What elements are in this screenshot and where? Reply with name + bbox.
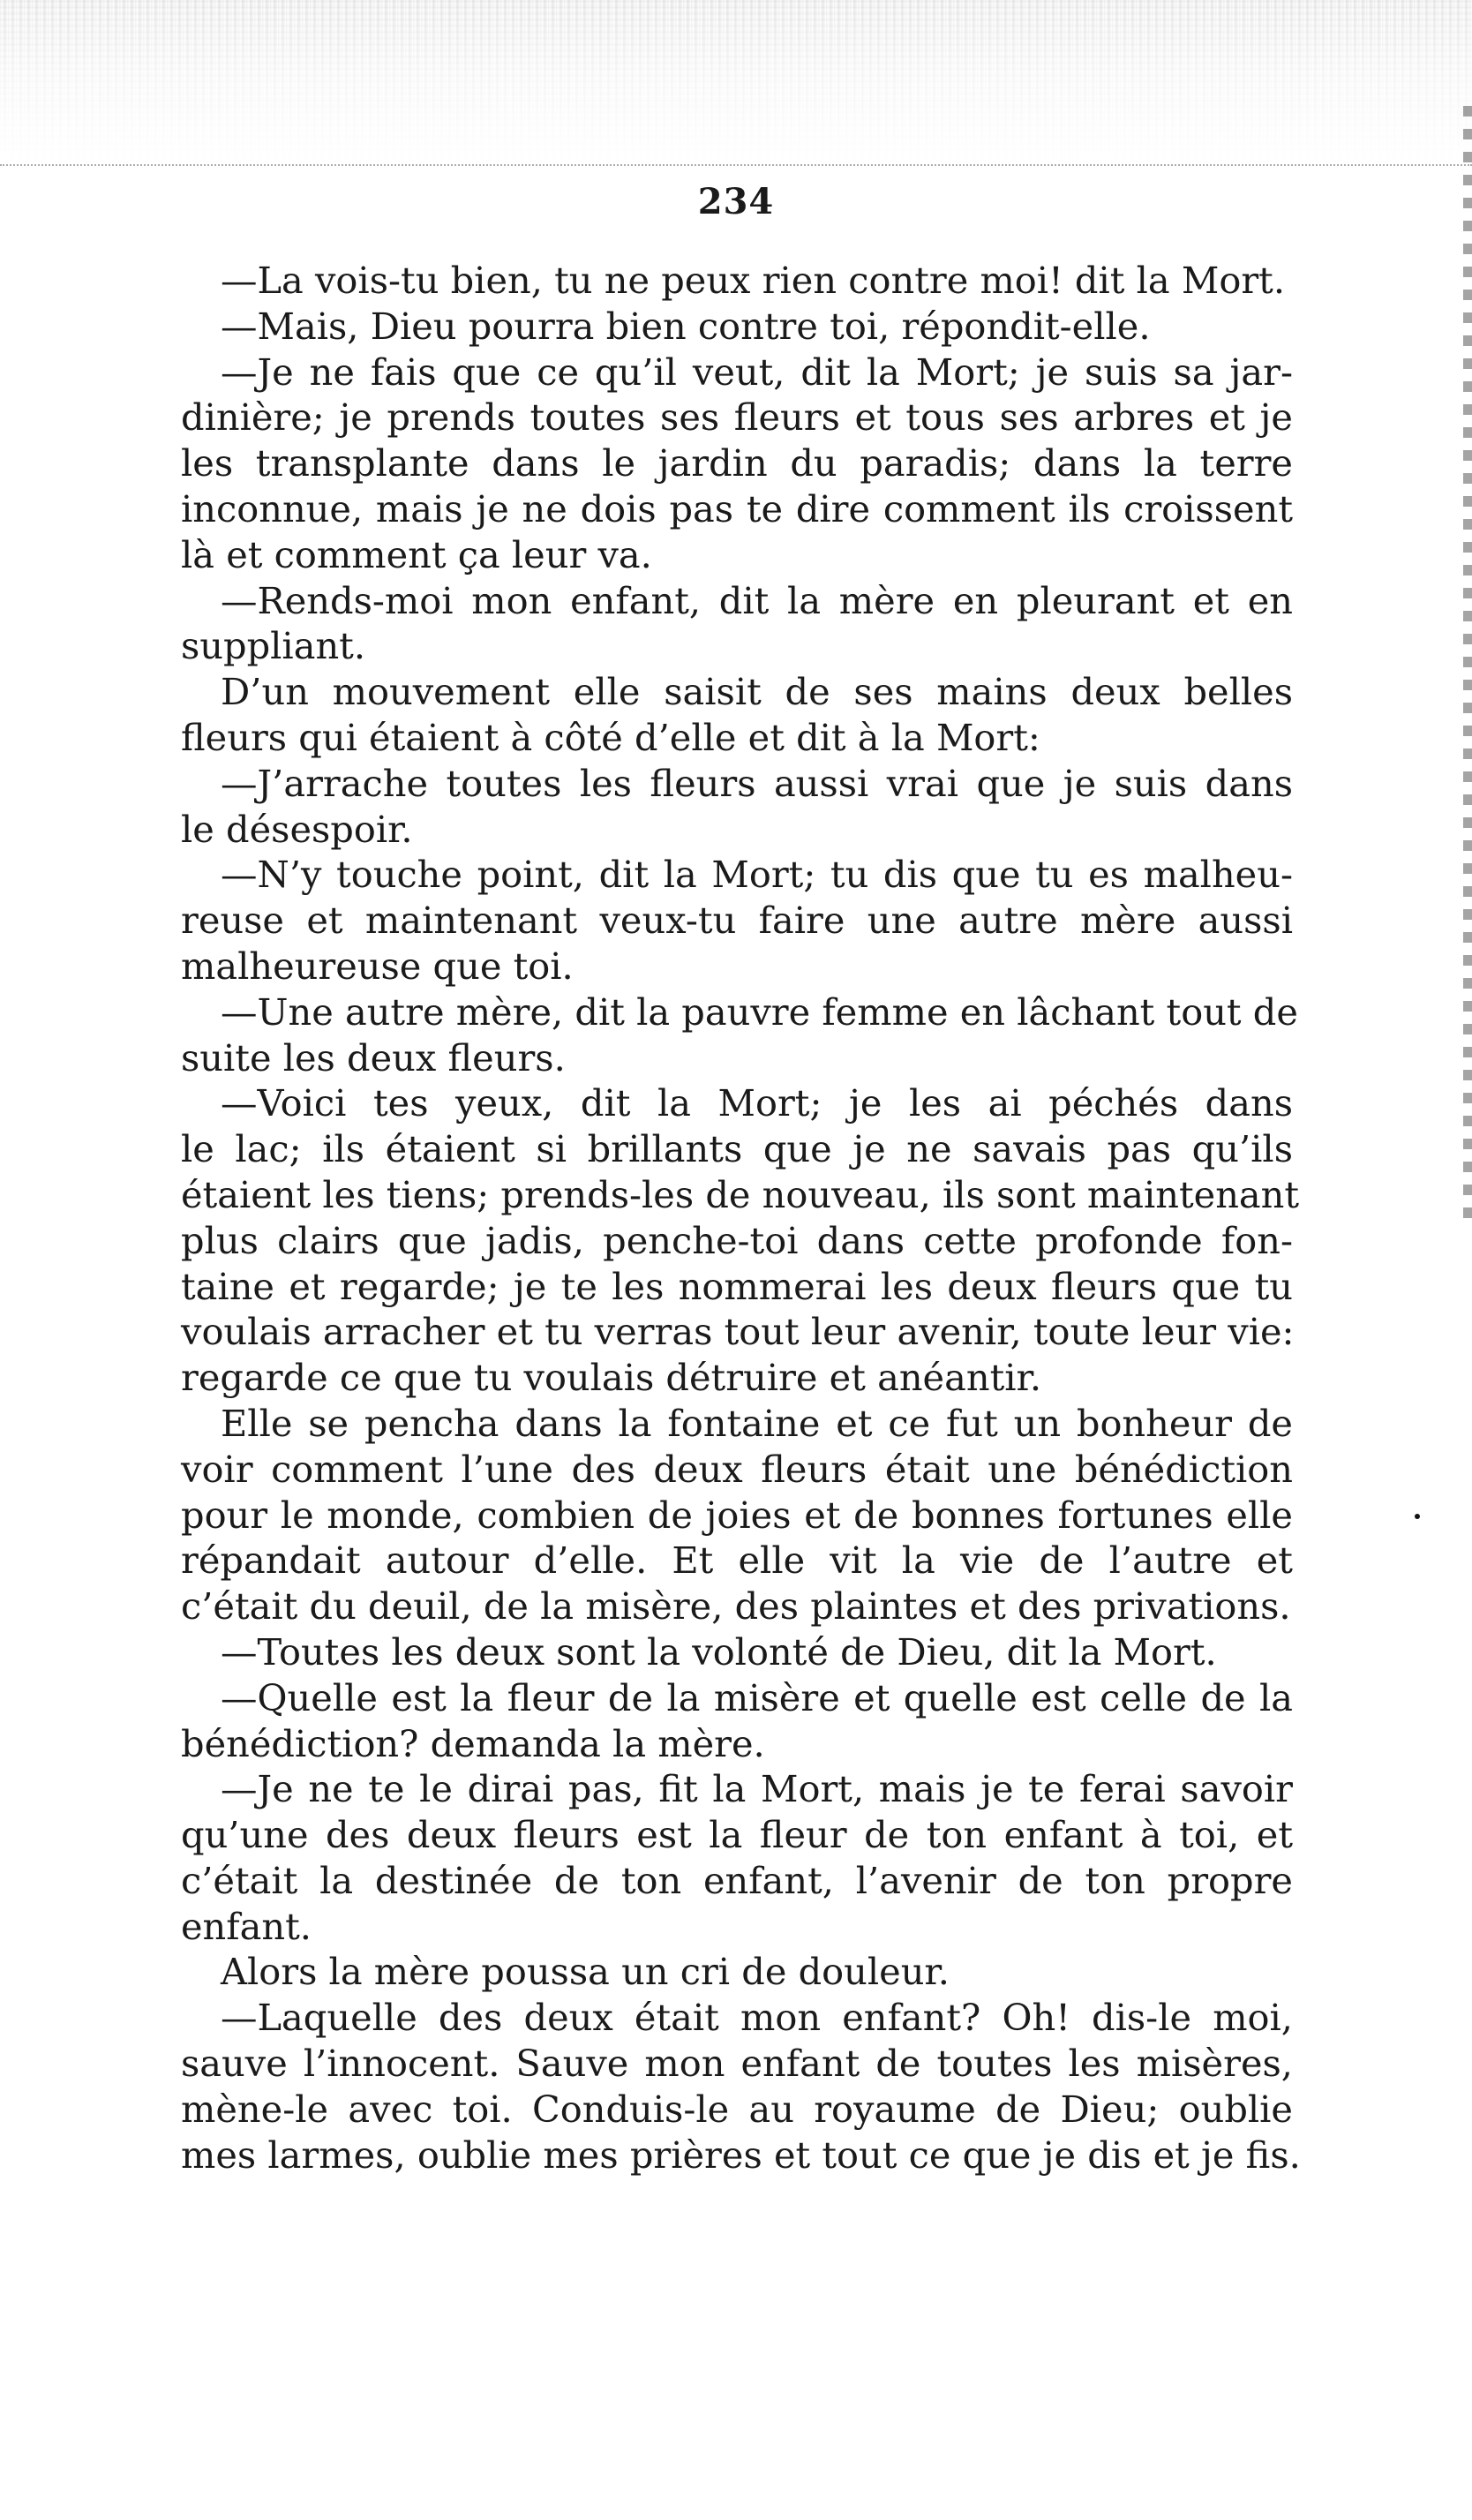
text-line: le lac; ils étaient si brillants que je ne savais pas qu’ils: [181, 1127, 1293, 1171]
page-number: 234: [697, 181, 775, 222]
text-line: voir comment l’une des deux fleurs était une bénédiction: [181, 1447, 1293, 1491]
text-line: —Toutes les deux sont la volonté de Dieu, dit la Mort.: [221, 1629, 1217, 1674]
text-line: mes larmes, oublie mes prières et tout ce que je dis et je fis.: [181, 2133, 1301, 2177]
text-line: —Rends-moi mon enfant, dit la mère en pleurant et en: [221, 578, 1293, 622]
text-line: suppliant.: [181, 624, 366, 668]
text-line: fleurs qui étaient à côté d’elle et dit à la Mort:: [181, 715, 1040, 759]
text-line: le désespoir.: [181, 807, 413, 851]
text-line: D’un mouvement elle saisit de ses mains deux belles: [221, 670, 1293, 714]
text-line: suite les deux fleurs.: [181, 1035, 566, 1079]
text-line: —Une autre mère, dit la pauvre femme en lâchant tout de: [221, 989, 1298, 1034]
text-line: bénédiction? demanda la mère.: [181, 1721, 765, 1765]
text-line: —N’y touche point, dit la Mort; tu dis que tu es malheu-: [221, 853, 1293, 897]
text-line: —Mais, Dieu pourra bien contre toi, répondit-elle.: [221, 304, 1151, 348]
text-line: Alors la mère poussa un cri de douleur.: [221, 1950, 950, 1994]
text-line: voulais arracher et tu verras tout leur avenir, toute leur vie:: [181, 1310, 1295, 1354]
text-line: c’était du deuil, de la misère, des plaintes et des privations.: [181, 1584, 1291, 1629]
text-line: étaient les tiens; prends-les de nouveau, ils sont maintenant: [181, 1172, 1300, 1216]
text-line: inconnue, mais je ne dois pas te dire comment ils croissent: [181, 486, 1293, 530]
text-line: Elle se pencha dans la fontaine et ce fut un bonheur de: [221, 1401, 1293, 1445]
text-line: taine et regarde; je te les nommerai les deux fleurs que tu: [181, 1264, 1293, 1308]
text-line: —Quelle est la fleur de la misère et quelle est celle de la: [221, 1675, 1293, 1719]
text-line: mène-le avec toi. Conduis-le au royaume de Dieu; oublie: [181, 2087, 1293, 2131]
text-line: c’était la destinée de ton enfant, l’avenir de ton propre: [181, 1858, 1293, 1902]
text-line: les transplante dans le jardin du paradis; dans la terre: [181, 441, 1293, 485]
text-line: pour le monde, combien de joies et de bonnes fortunes elle: [181, 1493, 1293, 1537]
body-text: [181, 258, 1301, 2178]
text-line: —Voici tes yeux, dit la Mort; je les ai péchés dans: [221, 1081, 1293, 1125]
dotted-rule: [0, 164, 1472, 166]
text-line: —Je ne te le dirai pas, fit la Mort, mais je te ferai savoir: [221, 1767, 1293, 1811]
scan-noise-top: [0, 0, 1472, 168]
text-line: plus clairs que jadis, penche-toi dans cette profonde fon-: [181, 1218, 1293, 1262]
scan-margin-mark: [1463, 106, 1472, 1218]
text-line: enfant.: [181, 1904, 312, 1948]
text-line: —Je ne fais que ce qu’il veut, dit la Mort; je suis sa jar-: [221, 350, 1293, 394]
text-line: qu’une des deux fleurs est la fleur de ton enfant à toi, et: [181, 1813, 1293, 1857]
text-line: —J’arrache toutes les fleurs aussi vrai que je suis dans: [221, 761, 1293, 805]
text-line: dinière; je prends toutes ses fleurs et tous ses arbres et je: [181, 395, 1293, 440]
text-line: —Laquelle des deux était mon enfant? Oh! dis-le moi,: [221, 1996, 1293, 2040]
text-line: là et comment ça leur va.: [181, 532, 652, 576]
text-line: sauve l’innocent. Sauve mon enfant de toutes les misères,: [181, 2042, 1293, 2086]
text-line: reuse et maintenant veux-tu faire une autre mère aussi: [181, 899, 1293, 943]
text-line: —La vois-tu bien, tu ne peux rien contre moi! dit la Mort.: [221, 259, 1286, 302]
scan-speck: [1415, 1514, 1420, 1519]
text-line: répandait autour d’elle. Et elle vit la vie de l’autre et: [181, 1538, 1293, 1583]
text-line: malheureuse que toi.: [181, 944, 574, 988]
text-line: regarde ce que tu voulais détruire et anéantir.: [181, 1356, 1042, 1400]
